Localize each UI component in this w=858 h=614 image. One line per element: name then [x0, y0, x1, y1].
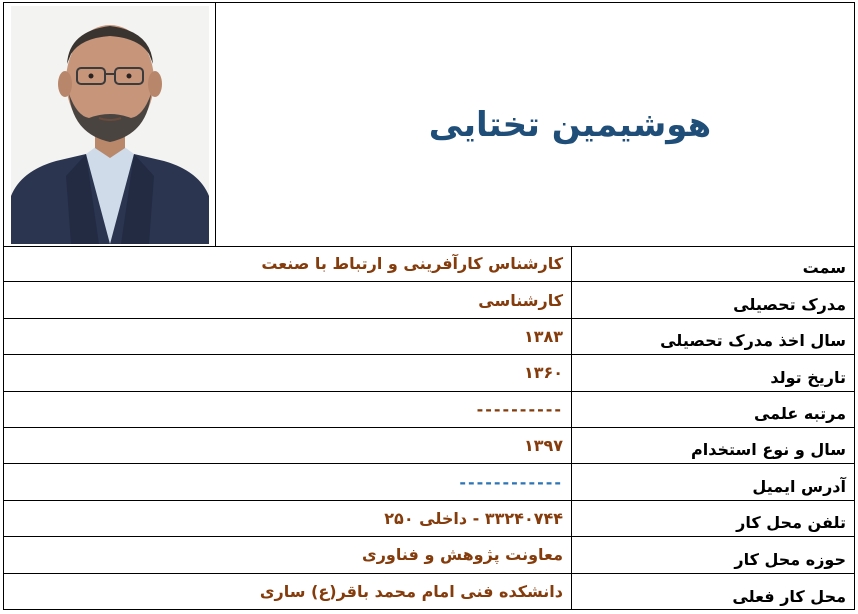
row-label: محل کار فعلی — [571, 574, 854, 610]
row-label: آدرس ایمیل — [571, 464, 854, 499]
person-name: هوشیمین تختایی — [428, 104, 712, 145]
table-row — [4, 574, 854, 610]
row-label: سال و نوع استخدام — [571, 428, 854, 463]
row-label: تلفن محل کار — [571, 501, 854, 536]
row-value: ۱۳۶۰ — [523, 363, 563, 383]
name-cell — [216, 3, 854, 246]
profile-header — [4, 3, 854, 247]
row-label: حوزه محل کار — [571, 537, 854, 572]
table-row — [4, 428, 854, 464]
table-row — [4, 246, 854, 282]
row-value: ۱۳۹۷ — [523, 436, 563, 456]
row-label: سمت — [571, 246, 854, 281]
table-row — [4, 464, 854, 500]
row-value: ---------- — [476, 399, 563, 419]
table-row — [4, 282, 854, 318]
row-value: ۳۳۲۴۰۷۴۴ - داخلی ۲۵۰ — [384, 508, 563, 528]
table-row — [4, 537, 854, 573]
row-value: کارشناس کارآفرینی و ارتباط با صنعت — [261, 254, 563, 274]
table-row — [4, 392, 854, 428]
row-label: مرتبه علمی — [571, 392, 854, 427]
portrait-image — [11, 6, 209, 244]
table-row — [4, 501, 854, 537]
row-label: سال اخذ مدرک تحصیلی — [571, 319, 854, 354]
table-row — [4, 355, 854, 391]
row-value: معاونت پژوهش و فناوری — [362, 545, 563, 565]
email-value: ------------ — [459, 472, 563, 492]
profile-card — [3, 2, 855, 610]
row-value: کارشناسی — [478, 290, 563, 310]
row-label: مدرک تحصیلی — [571, 282, 854, 317]
table-row — [4, 319, 854, 355]
info-table — [4, 246, 854, 610]
profile-photo — [4, 3, 216, 246]
row-label: تاریخ تولد — [571, 355, 854, 390]
row-value: دانشکده فنی امام محمد باقر(ع) ساری — [259, 582, 563, 602]
row-value: ۱۳۸۳ — [523, 326, 563, 346]
